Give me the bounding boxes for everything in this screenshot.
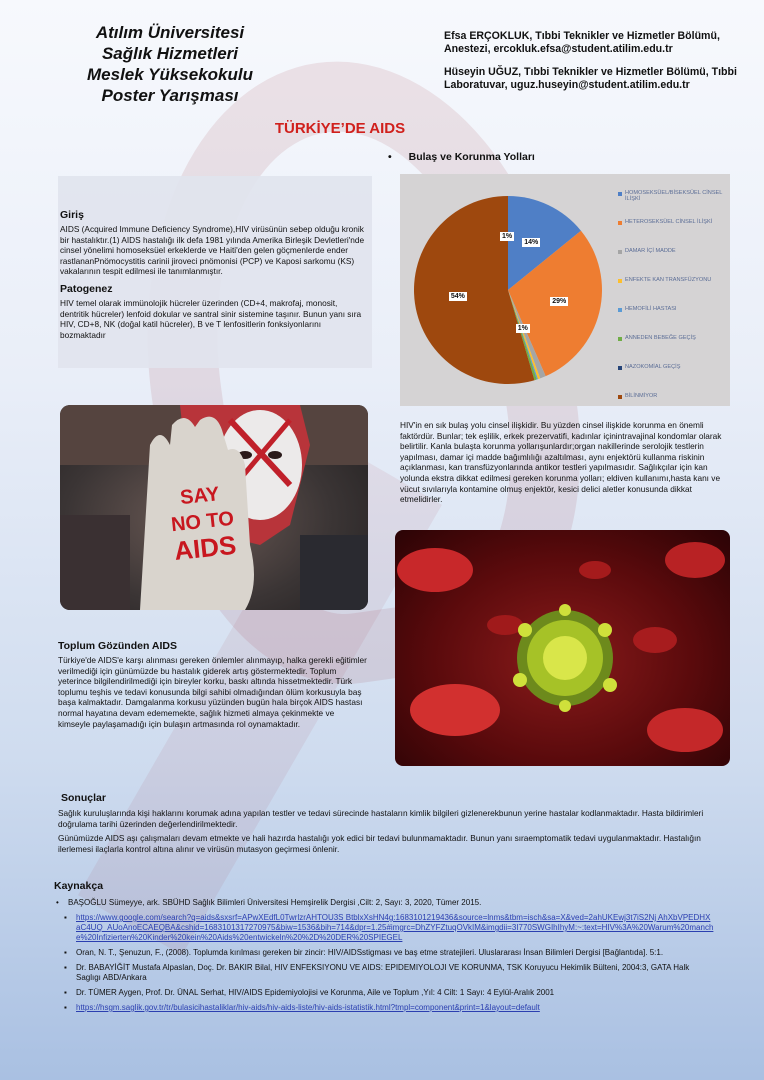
society-section: [58, 640, 368, 729]
legend-label: HEMOFİLİ HASTASI: [625, 306, 677, 312]
legend-swatch: [618, 192, 622, 196]
pathogenesis-text: HIV temel olarak immünolojik hücreler üzerinden (CD+4, makrofaj, monosit, dentritik hücreler) lenfoid dokular ve santral sinir sistemine taşınır. Bunun yanı sıra HIV, CD+8, NK (doğal katil hücreler), B ve T lenfositlerin fonksiyonlarını bozmaktadır: [60, 297, 362, 340]
pie-data-label: 1%: [502, 233, 513, 240]
pie-data-label: 29%: [552, 298, 567, 306]
references-section: [54, 880, 714, 1018]
society-heading: Toplum Gözünden AIDS: [58, 640, 177, 652]
conclusions-text-2: Günümüzde AIDS aşı çalışmaları devam etmekte ve hali hazırda hastalığı yok edici bir tedavi bulunmamaktadır. Bunun yanı sıraemptomatik tedavi uygulanmaktadır. Hastalığın ilerlemesi ilaçlarla kontrol altına alınır ve virüsün mutasyon geçirmesi önlenir.: [58, 833, 701, 854]
sign-text: [151, 478, 254, 566]
reference-item: [62, 988, 714, 998]
school-line: Sağlık Hizmetleri: [101, 44, 239, 63]
school-line: Meslek Yüksekokulu: [87, 65, 253, 84]
legend-swatch: [618, 279, 622, 283]
pie-data-label: 1%: [517, 325, 528, 333]
reference-text: Oran, N. T., Şenuzun, F., (2008). Toplumda kırılması gereken bir zincir: HIV/AIDSstigması ve baş etme stratejileri. Uluslararası İnsan Bilimleri Dergisi [Bağlantıda]. 5:1.: [76, 948, 664, 957]
reference-marker: •: [56, 898, 59, 907]
legend-swatch: [618, 308, 622, 312]
transmission-section: [400, 420, 732, 505]
school-heading: [40, 22, 300, 106]
legend-label: HOMOSEKSÜEL/BİSEKSÜEL CİNSEL İLİŞKİ: [625, 190, 723, 202]
conclusions-text-1: Sağlık kuruluşlarında kişi haklarını korumak adına yapılan testler ve tedavi sürecinde hastaların kimlik bilgileri gizlenerekbunun yerine hastalar kodlanmaktadır. Hasta bildirimleri doğrulama tarihi üzerinden değerlendirilmektedir.: [58, 808, 704, 829]
conclusions-heading: Sonuçlar: [61, 792, 106, 804]
transmission-text: HIV'in en sık bulaş yolu cinsel ilişkidir. Bu yüzden cinsel ilişkide korunma en önemli faktördür. Bunlar; tek eşlilik, erkek prezervatifi, kadınlar içinintravajinal kondomlar olarak belirtilir. Kanla bulaşta korunma yollarışunlardır;organ nakillerinde serolojik testlerin yapılması, damar içi madde bağımlılığı azaltılması, aynı enjektörü kullanma riskinin açıklanması, kan transfüzyonlarında antikor testleri yapılmasıdır. Sağlıkçılar için kan yolunda ekstra dikkat edilmesi gereken korunma yolları; eldiven kullanımı,hasta kanı ve vücut sıvılarıyla kontamine olmuş enjektör, kesici delici aletler konusunda dikkat etmelidirler.: [400, 420, 722, 505]
legend-label: HETEROSEKSÜEL CİNSEL İLİŞKİ: [625, 219, 713, 225]
reference-text: BAŞOĞLU Sümeyye, ark. SBÜHD Sağlık Bilimleri Üniversitesi Hemşirelik Dergisi ,Cilt: 2, Sayı: 3, 2020, Tümer 2015.: [68, 898, 482, 907]
legend-label: BİLİNMİYOR: [625, 393, 658, 399]
reference-marker: ▪: [64, 963, 67, 972]
school-line: Poster Yarışması: [101, 86, 239, 105]
sign-line: AIDS: [172, 529, 238, 567]
school-line: Atılım Üniversitesi: [95, 23, 245, 42]
society-text: Türkiye'de AIDS'e karşı alınması gereken önlemler alınmayıp, halka gerekli eğitimler verilmediği için günümüzde bu hastalık giderek artış göstermektedir. Toplum yeterince bilgilendirilmediği için bireyler korku, baskı altında hissetmektedir. Türk toplumu teşhis ve tedavi konusunda bilgi sahibi olmadığından ölüm korkusuyla baş başa kalmaktadır. Damgalanma korkusu yüzünden bugün hala birçok AIDS hastası normal hayatına devam edememekte, sağlık hizmeti almaya çekinmekte ve kimseyle paylaşamadığı için bulaşın artmasında rol oynamaktadır.: [58, 655, 367, 729]
legend-swatch: [618, 395, 622, 399]
legend-swatch: [618, 337, 622, 341]
reference-item: [54, 898, 714, 908]
pie-chart: [400, 174, 730, 406]
legend-label: ENFEKTE KAN TRANSFÜZYONU: [625, 277, 712, 283]
intro-text: AIDS (Acquired Immune Deficiency Syndrome),HIV virüsünün sebep olduğu kronik bir hastalıktır.(1) AIDS hastalığı ilk defa 1981 yılında Amerika Birleşik Devletleri'nde cinsel yönelimi homoseksüel erkeklerde ve Haiti'den gelen göçmenlerde ender rastlananPnömocystitis carinii jiroveci pnömonisi (PCP) ve Kaposi sarkomu (KS) vakalarının tespit edilmesi ile tanımlanmıştır.: [60, 224, 365, 277]
legend-label: ANNEDEN BEBEĞE GEÇİŞ: [625, 335, 696, 341]
pie-data-label: 14%: [524, 239, 539, 247]
references-heading: Kaynakça: [54, 880, 104, 892]
reference-marker: ▪: [64, 913, 67, 922]
reference-item: [62, 1003, 714, 1013]
legend-swatch: [618, 250, 622, 254]
reference-item: [62, 963, 714, 983]
reference-link[interactable]: https://hsgm.saglik.gov.tr/tr/bulasicihastaliklar/hiv-aids/hiv-aids-liste/hiv-aids-istatistik.html?tmpl=component&print=1&layout=default: [76, 1003, 540, 1012]
transmission-heading-text: Bulaş ve Korunma Yolları: [408, 151, 535, 163]
reference-link[interactable]: https://www.google.com/search?q=aids&sxsrf=APwXEdfL0TwrlzrAHTOU3S BtblxXsHN4g:1683101219436&source=lnms&tbm=isch&sa=X&ved=2ahUKEwj3t7iS2Nj AhXbVPEDHXaC4UQ_AUoAnoECAEQBA&cshid=1683101317270975&biw=1536&bih=714&dpr=1.25#imgrc=DhZYFZtuqOVkIM&imgdii=3I770SWGIhIhyM:~:text=HIV%3A%20Warum%20manche%20Infizierten%20Kinder%20kein%20Aids%20entwickeln%20%2D%20DER%20SPIEGEL: [76, 913, 714, 942]
hiv-virus-illustration: [395, 530, 730, 766]
pie-svg: [400, 174, 610, 406]
virus-svg: [395, 530, 730, 766]
authors: [444, 30, 744, 102]
reference-item: [62, 913, 714, 943]
reference-marker: ▪: [64, 988, 67, 997]
reference-marker: ▪: [64, 948, 67, 957]
reference-text: Dr. BABAYİĞİT Mustafa Alpaslan, Doç. Dr. BAKIR Bilal, HIV ENFEKSIYONU VE AIDS: EPIDEMIYOLOJI VE KORUNMA, TSK Koruyucu Hekimlik Bülteni, 2004:3, GATA Halk Saglıgı ABD/Ankara: [76, 963, 690, 982]
author-2: Hüseyin UĞUZ, Tıbbi Teknikler ve Hizmetler Bölümü, Tıbbi Laboratuvar, uguz.huseyin@student.atilim.edu.tr: [444, 66, 737, 91]
intro-heading: Giriş: [60, 209, 84, 221]
poster-title: TÜRKİYE’DE AIDS: [274, 120, 406, 137]
legend-swatch: [618, 221, 622, 225]
pie-legend: [614, 174, 730, 406]
reference-marker: ▪: [64, 1003, 67, 1012]
reference-text: Dr. TÜMER Aygen, Prof. Dr. ÜNAL Serhat, HIV/AIDS Epidemiyolojisi ve Korunma, Aile ve Toplum ,Yıl: 4 Cilt: 1 Sayı: 4 Eylül-Aralık 2001: [76, 988, 555, 997]
transmission-heading: [388, 151, 535, 163]
sign-line: NO TO: [170, 507, 235, 537]
legend-label: DAMAR İÇİ MADDE: [625, 248, 676, 254]
bullet-marker: •: [388, 151, 392, 163]
pathogenesis-heading: Patogenez: [60, 282, 113, 295]
reference-item: [62, 948, 714, 958]
sign-line: SAY: [179, 483, 221, 510]
legend-swatch: [618, 366, 622, 370]
intro-box: [58, 176, 372, 368]
legend-label: NAZOKOMİAL GEÇİŞ: [625, 364, 681, 370]
conclusions-section: [58, 792, 718, 854]
say-no-to-aids-photo: [60, 405, 368, 610]
author-1: Efsa ERÇOKLUK, Tıbbi Teknikler ve Hizmetler Bölümü, Anestezi, ercokluk.efsa@student.atilim.edu.tr: [444, 30, 720, 55]
pie-data-label: 54%: [450, 293, 465, 301]
